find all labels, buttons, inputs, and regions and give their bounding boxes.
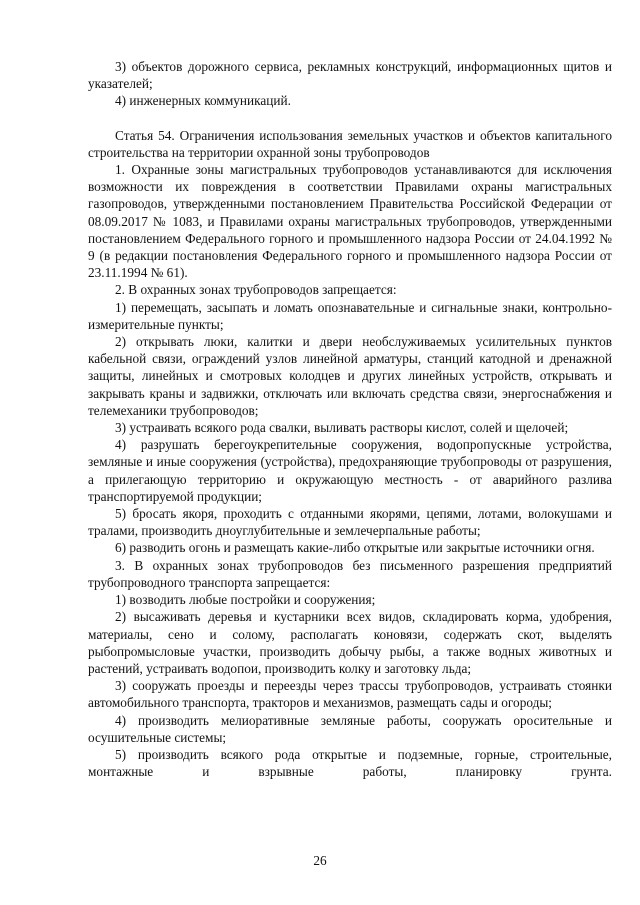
list-item: 3) объектов дорожного сервиса, рекламных конструкций, информационных щитов и указателей;: [88, 59, 612, 92]
list-item: 1) перемещать, засыпать и ломать опознавательные и сигнальные знаки, контрольно-измерительные пункты;: [88, 299, 612, 332]
list-item: 3) устраивать всякого рода свалки, выливать растворы кислот, солей и щелочей;: [115, 420, 569, 436]
list-item: 2) высаживать деревья и кустарники всех видов, складировать корма, удобрения, материалы, сено и солому, располагать коновязи, содержать скот, выделять рыбопромысловые участки, производить добычу рыбы, а также водных животных и растений, устраивать водопои, производить колку и заготовку льда;: [88, 609, 612, 676]
list-item: 4) производить мелиоративные земляные работы, сооружать оросительные и осушительные системы;: [88, 712, 612, 745]
paragraph: 3. В охранных зонах трубопроводов без письменного разрешения предприятий трубопроводного транспорта запрещается:: [88, 557, 612, 590]
paragraph: 1. Охранные зоны магистральных трубопроводов устанавливаются для исключения возможности их повреждения в соответствии Правилами охраны магистральных газопроводов, утвержденными постановлением Правительства Российской Федерации от 08.09.2017 № 1083, и Правилами охраны магистральных трубопроводов, утвержденными постановлением Федерального горного и промышленного надзора России от 24.04.1992 № 9 (в редакции постановления Федерального горного и промышленного надзора России от 23.11.1994 № 61).: [88, 162, 612, 281]
document-page: [88, 58, 612, 780]
list-item: 5) бросать якоря, проходить с отданными якорями, цепями, лотами, волокушами и тралами, производить дноуглубительные и землечерпальные работы;: [88, 506, 612, 539]
paragraph: 2. В охранных зонах трубопроводов запрещается:: [115, 282, 397, 298]
list-item: 2) открывать люки, калитки и двери необслуживаемых усилительных пунктов кабельной связи, ограждений узлов линейной арматуры, станций катодной и дренажной защиты, линейных и смотровых колодцев и других линейных устройств, открывать и закрывать краны и задвижки, отключать или включать средства связи, энергоснабжения и телемеханики трубопроводов;: [88, 334, 612, 418]
page-number: 26: [313, 853, 327, 868]
list-item: 1) возводить любые постройки и сооружения;: [115, 592, 376, 608]
list-item: 6) разводить огонь и размещать какие-либо открытые или закрытые источники огня.: [115, 540, 595, 556]
spacer: [88, 110, 612, 127]
article-heading: Статья 54. Ограничения использования земельных участков и объектов капитального строительства на территории охранной зоны трубопроводов: [88, 127, 612, 160]
list-item: 4) разрушать берегоукрепительные сооружения, водопропускные устройства, земляные и иные сооружения (устройства), предохраняющие трубопроводы от разрушения, а прилегающую территорию и окружающую местность - от аварийного разлива транспортируемой продукции;: [88, 437, 612, 504]
list-item: 4) инженерных коммуникаций.: [115, 93, 291, 109]
list-item: 5) производить всякого рода открытые и подземные, горные, строительные, монтажные и взрывные работы, планировку грунта.: [88, 746, 612, 780]
list-item: 3) сооружать проезды и переезды через трассы трубопроводов, устраивать стоянки автомобильного транспорта, тракторов и механизмов, размещать сады и огороды;: [88, 678, 612, 711]
